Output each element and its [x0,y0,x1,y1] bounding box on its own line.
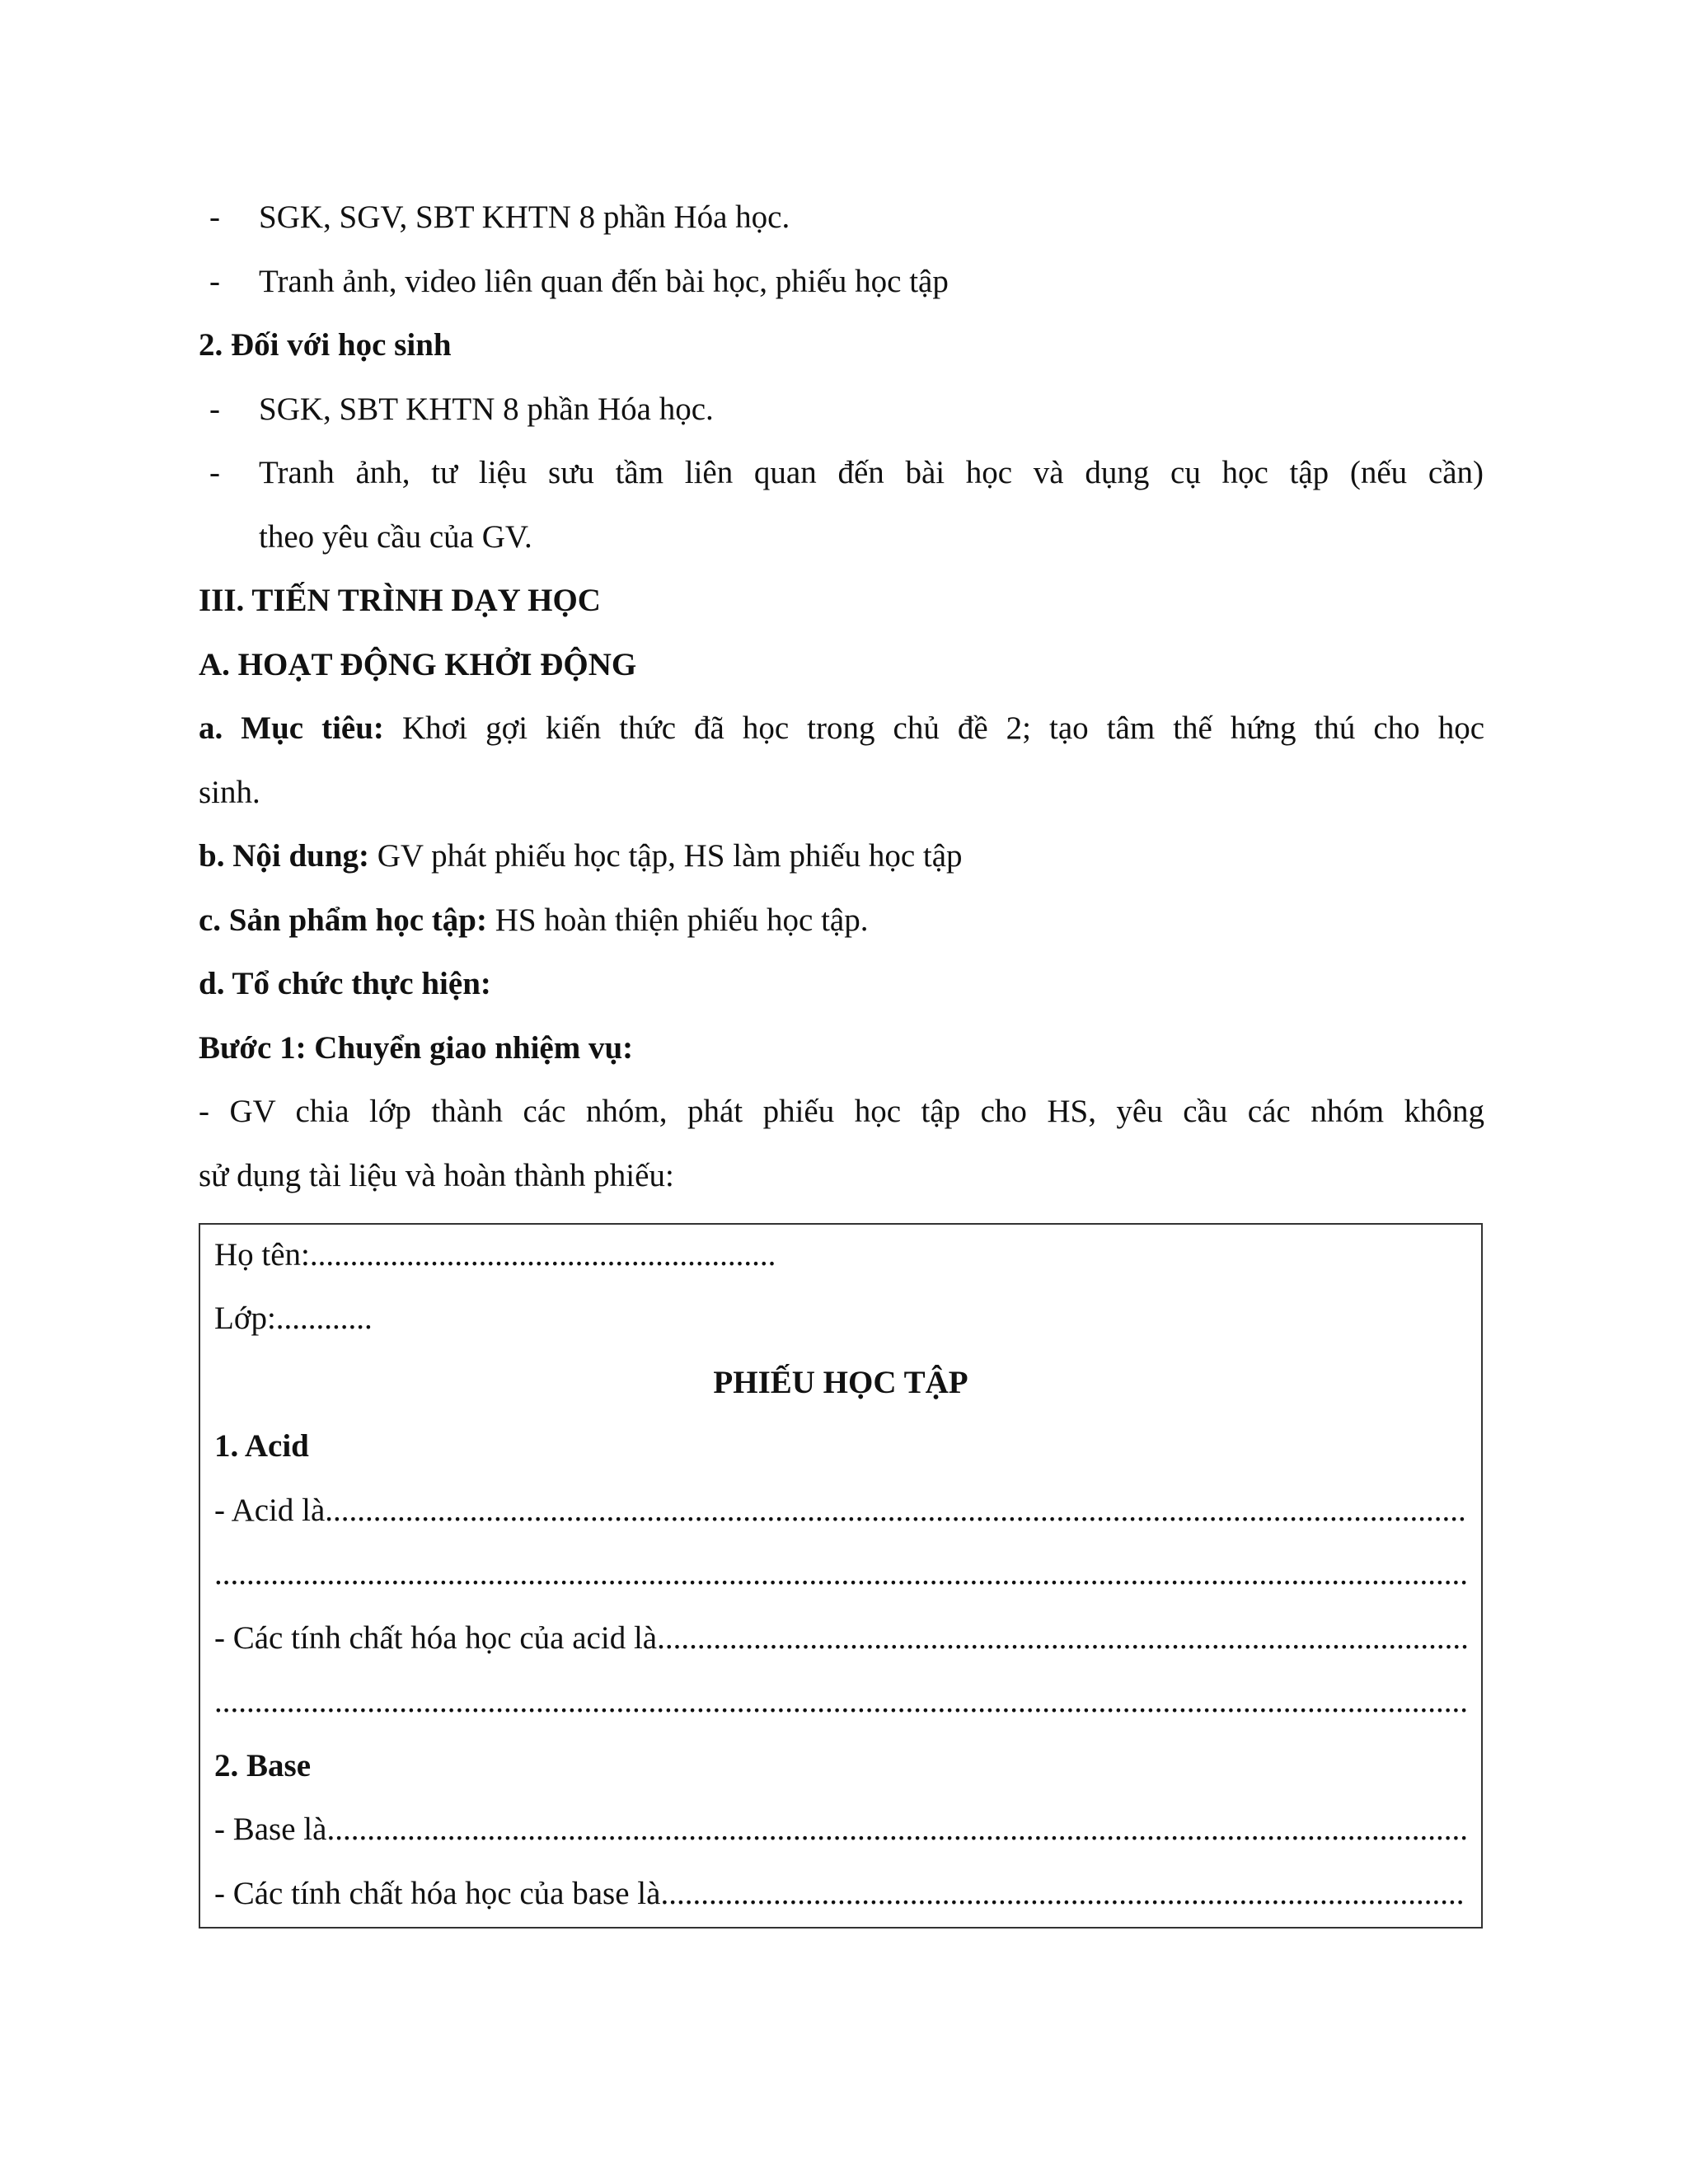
acid-definition-blank [214,1542,1467,1606]
acid-properties-blank [214,1670,1467,1734]
section-iii-heading: III. TIẾN TRÌNH DẠY HỌC [199,583,601,618]
instruction-line-2: sử dụng tài liệu và hoàn thành phiếu: [199,1158,674,1193]
worksheet-box [199,1223,1483,1929]
organization-heading: d. Tổ chức thực hiện: [199,966,491,1001]
student-material-1: SGK, SBT KHTN 8 phần Hóa học. [259,391,714,427]
acid-heading: 1. Acid [214,1428,309,1464]
acid-definition-line: - Acid là ..... [214,1479,1467,1543]
instruction-line-1: - GV chia lớp thành các nhóm, phát phiếu học tập cho HS, yêu cầu các nhóm không [199,1094,1484,1129]
objective-line-1: a. Mục tiêu: Khơi gợi kiến thức đã học trong chủ đề 2; tạo tâm thế hứng thú cho học [199,710,1484,746]
student-material-2-cont: theo yêu cầu của GV. [259,519,532,555]
objective-line-2: sinh. [199,775,260,810]
teacher-material-1: SGK, SGV, SBT KHTN 8 phần Hóa học. [259,199,790,235]
content-line: b. Nội dung: GV phát phiếu học tập, HS làm phiếu học tập [199,838,963,874]
acid-properties-line: - Các tính chất hóa học của acid là ..... [214,1606,1467,1671]
step1-heading: Bước 1: Chuyển giao nhiệm vụ: [199,1030,634,1066]
base-definition-line: - Base là ..... [214,1797,1467,1862]
base-properties-line: - Các tính chất hóa học của base là ..... [214,1862,1462,1926]
student-material-2: Tranh ảnh, tư liệu sưu tầm liên quan đến bài học và dụng cụ học tập (nếu cần) [259,455,1484,490]
bullet-dash: - [209,199,220,235]
base-heading: 2. Base [214,1748,311,1783]
worksheet-class-line: Lớp:............ [214,1301,373,1336]
product-line: c. Sản phẩm học tập: HS hoàn thiện phiếu học tập. [199,902,869,938]
bullet-dash: - [209,391,220,427]
worksheet-title: PHIẾU HỌC TẬP [713,1365,968,1400]
bullet-dash: - [209,264,220,299]
worksheet-name-line: Họ tên:.......................................................... [214,1237,776,1272]
bullet-dash: - [209,455,220,490]
teacher-material-2: Tranh ảnh, video liên quan đến bài học, phiếu học tập [259,264,949,299]
section-a-heading: A. HOẠT ĐỘNG KHỞI ĐỘNG [199,647,637,682]
student-section-heading: 2. Đối với học sinh [199,327,452,363]
